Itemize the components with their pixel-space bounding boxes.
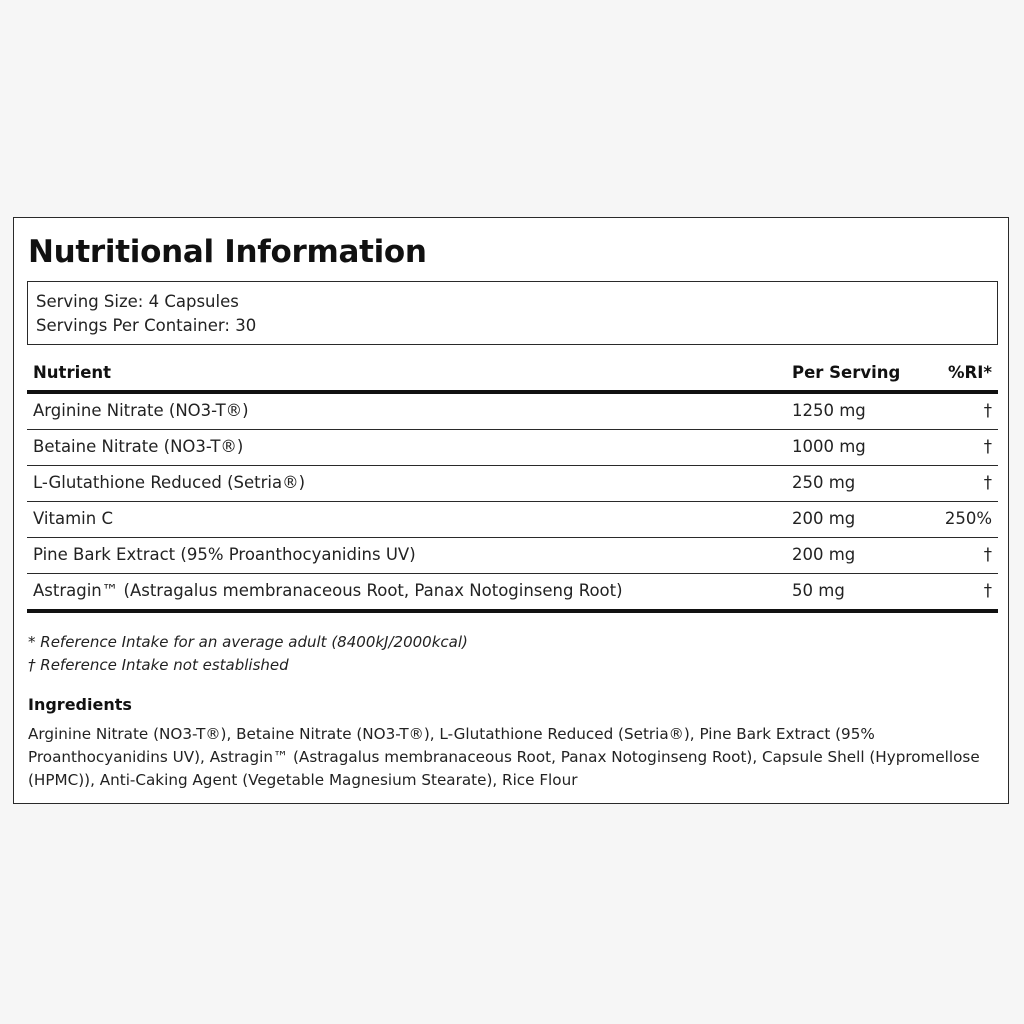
per-serving-value: 250 mg [792,473,856,492]
ri-value: 250% [944,509,992,528]
nutrition-table [27,358,998,613]
header-nutrient: Nutrient [33,363,112,382]
ingredients-heading: Ingredients [28,695,132,714]
serving-info-box [27,281,998,345]
page-title: Nutritional Information [28,234,427,270]
table-row [27,430,998,466]
table-header [27,358,998,394]
footnote-not-established: † Reference Intake not established [28,656,289,674]
ri-value: † [983,437,992,456]
servings-per-container: Servings Per Container: 30 [36,316,257,335]
ri-value: † [983,545,992,564]
table-row [27,538,998,574]
nutrient-name: Arginine Nitrate (NO3-T®) [33,401,249,420]
per-serving-value: 1000 mg [792,437,866,456]
nutrient-name: Vitamin C [33,509,113,528]
nutrient-name: Pine Bark Extract (95% Proanthocyanidins UV) [33,545,416,564]
nutrient-name: Astragin™ (Astragalus membranaceous Root, Panax Notoginseng Root) [33,581,623,600]
ingredients-text: Arginine Nitrate (NO3-T®), Betaine Nitrate (NO3-T®), L-Glutathione Reduced (Setria®), Pine Bark Extract (95% Proanthocyanidins UV), Astragin™ (Astragalus membranaceous Root, Panax Notoginseng Root), Capsule Shell (Hypromellose (HPMC)), Anti-Caking Agent (Vegetable Magnesium Stearate), Rice Flour [28,725,980,789]
table-row [27,574,998,613]
header-per-serving: Per Serving [792,363,901,382]
table-row [27,394,998,430]
ri-value: † [983,473,992,492]
ri-value: † [983,401,992,420]
per-serving-value: 50 mg [792,581,845,600]
table-row [27,466,998,502]
footnotes [28,631,468,677]
ri-value: † [983,581,992,600]
serving-size: Serving Size: 4 Capsules [36,292,239,311]
nutrition-panel [13,217,1009,804]
per-serving-value: 1250 mg [792,401,866,420]
per-serving-value: 200 mg [792,509,856,528]
per-serving-value: 200 mg [792,545,856,564]
nutrient-name: L-Glutathione Reduced (Setria®) [33,473,306,492]
footnote-ri: * Reference Intake for an average adult (8400kJ/2000kcal) [28,633,468,651]
header-ri: %RI* [947,363,992,382]
table-row [27,502,998,538]
nutrient-name: Betaine Nitrate (NO3-T®) [33,437,244,456]
